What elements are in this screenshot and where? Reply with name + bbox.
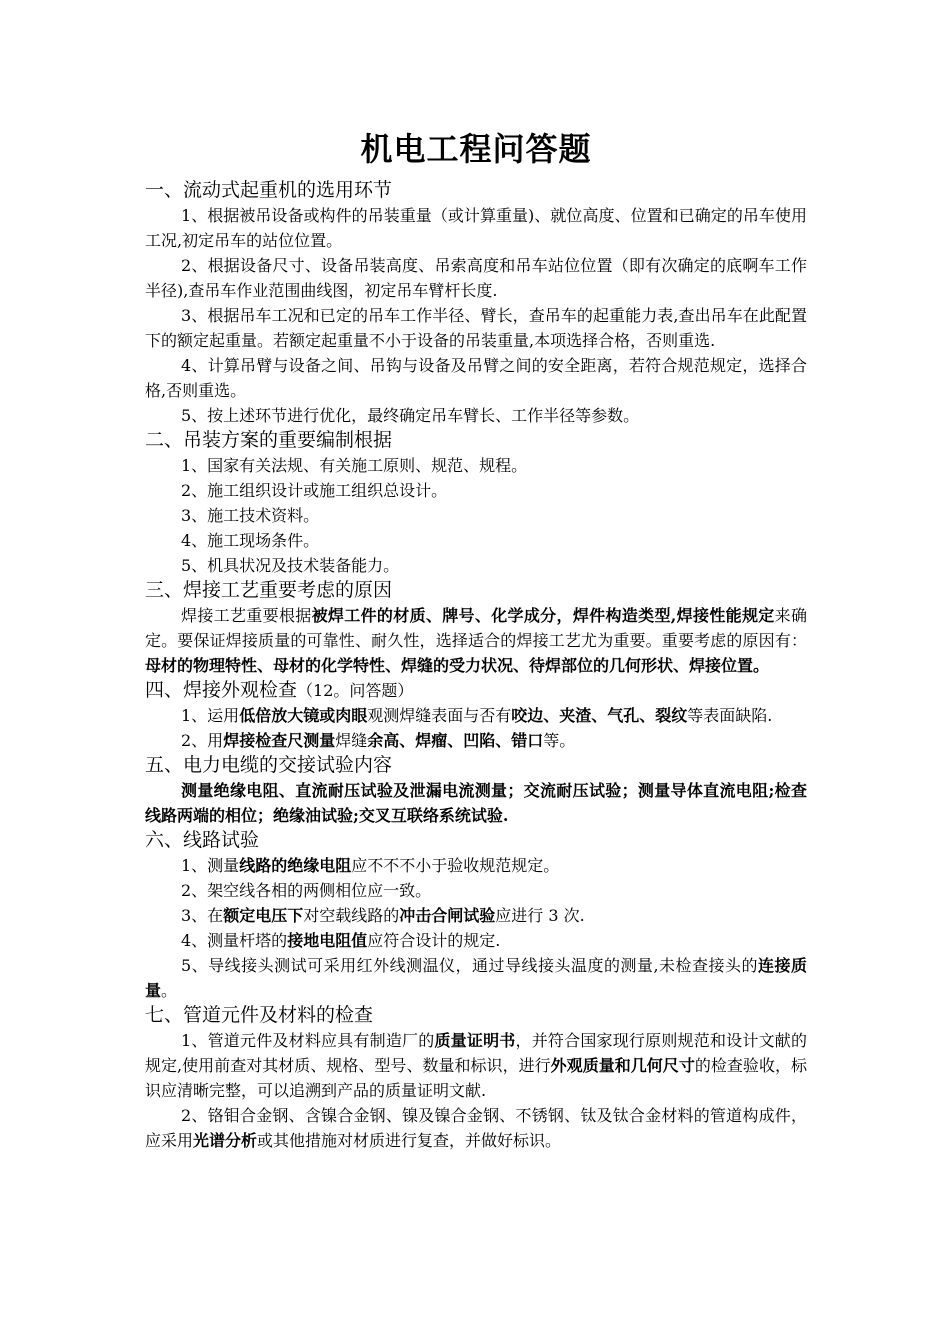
section-heading-4 — [145, 678, 807, 703]
text-run: 1、测量 — [181, 856, 240, 875]
heading-text: 四、焊接外观检查 — [145, 679, 298, 701]
bold-text: 咬边、夹渣、气孔、裂纹 — [511, 706, 688, 725]
paragraph — [145, 928, 807, 953]
section-heading-1: 一、流动式起重机的选用环节 — [145, 179, 393, 201]
bold-text: 接地电阻值 — [287, 931, 368, 950]
paragraph — [145, 853, 807, 878]
text-run: 1、管道元件及材料应具有制造厂的 — [181, 1031, 435, 1050]
text-run: 观测焊缝表面与否有 — [367, 706, 512, 725]
text-run: 应符合设计的规定. — [367, 931, 501, 950]
paragraph — [145, 603, 807, 678]
bold-text: 额定电压下 — [223, 906, 304, 925]
text-run: 1、运用 — [181, 706, 240, 725]
section-heading-5: 五、电力电缆的交接试验内容 — [145, 754, 393, 776]
heading-note: （12。问答题） — [297, 681, 414, 700]
text-run: 来确定。要保证焊接质量的可靠性、耐久性，选择适合的焊接工艺尤为重要。重要考虑的原因有： — [145, 606, 807, 650]
bold-text: 母材的物理特性、母材的化学特性、焊缝的受力状况、待焊部位的几何形状、焊接位置。 — [145, 656, 770, 675]
paragraph — [145, 1028, 807, 1103]
section-heading-6: 六、线路试验 — [145, 829, 260, 851]
text-run: 5、导线接头测试可采用红外线测温仪，通过导线接头温度的测量,未检查接头的 — [181, 956, 758, 975]
text-run: 对空载线路的 — [303, 906, 400, 925]
paragraph: 3、根据吊车工况和已定的吊车工作半径、臂长，查吊车的起重能力表,查出吊车在此配置下的额定起重量。若额定起重量不小于设备的吊装重量,本项选择合格，否则重选. — [145, 306, 807, 350]
bold-text: 低倍放大镜或肉眼 — [239, 706, 368, 725]
paragraph — [145, 728, 807, 753]
bold-text: 质量证明书 — [434, 1031, 516, 1050]
text-run: 2、铬钼合金钢、含镍合金钢、镍及镍合金钢、不锈钢、钛及钛合金材料的管道构成件，应采用 — [145, 1106, 807, 1150]
paragraph: 4、计算吊臂与设备之间、吊钩与设备及吊臂之间的安全距离，若符合规范规定，选择合格,否则重选。 — [145, 356, 807, 400]
list-item: 3、施工技术资料。 — [181, 506, 320, 525]
section-heading-7: 七、管道元件及材料的检查 — [145, 1004, 374, 1026]
list-item: 4、施工现场条件。 — [181, 531, 320, 550]
section-heading-2: 二、吊装方案的重要编制根据 — [145, 429, 393, 451]
bold-text: 余高、焊瘤、凹陷、错口 — [367, 731, 544, 750]
text-run: 。 — [161, 981, 178, 1000]
paragraph: 5、按上述环节进行优化，最终确定吊车臂长、工作半径等参数。 — [181, 406, 640, 425]
bold-text: 线路的绝缘电阻 — [239, 856, 352, 875]
paragraph — [145, 953, 807, 1003]
text-run: 4、测量杆塔的 — [181, 931, 288, 950]
bold-text: 冲击合闸试验 — [399, 906, 496, 925]
document-page — [145, 124, 807, 1153]
text-run: 等。 — [543, 731, 576, 750]
text-run: 应不不不小于验收规范规定。 — [351, 856, 560, 875]
paragraph: 1、根据被吊设备或构件的吊装重量（或计算重量)、就位高度、位置和已确定的吊车使用工况,初定吊车的站位位置。 — [145, 206, 807, 250]
text-run: 的检查验收，标识应清晰完整，可以追溯到产品的质量证明文献. — [145, 1056, 807, 1100]
section-heading-3: 三、焊接工艺重要考虑的原因 — [145, 579, 393, 601]
text-run: 2、用 — [181, 731, 224, 750]
bold-text: 测量绝缘电阻、直流耐压试验及泄漏电流测量；交流耐压试验；测量导体直流电阻;检查线路两端的相位；绝缘油试验;交叉互联络系统试验. — [145, 781, 807, 825]
list-item: 5、机具状况及技术装备能力。 — [181, 556, 400, 575]
text-run: 焊接工艺重要根据 — [181, 606, 312, 625]
bold-text: 光谱分析 — [193, 1131, 258, 1150]
paragraph — [145, 778, 807, 828]
paragraph — [145, 703, 807, 728]
text-run: ，并符合国家现行原则规范和设计文献的规定,使用前查对其材质、规格、型号、数量和标识，进行 — [145, 1031, 807, 1075]
paragraph: 2、架空线各相的两侧相位应一致。 — [181, 881, 432, 900]
page-title: 机电工程问答题 — [360, 130, 592, 168]
paragraph — [145, 903, 807, 928]
bold-text: 连接质量 — [145, 956, 807, 1000]
list-item: 1、国家有关法规、有关施工原则、规范、规程。 — [181, 456, 528, 475]
text-run: 或其他措施对材质进行复查，并做好标识。 — [257, 1131, 562, 1150]
paragraph: 2、根据设备尺寸、设备吊装高度、吊索高度和吊车站位位置（即有次确定的底啊车工作半径),查吊车作业范围曲线图，初定吊车臂杆长度. — [145, 256, 807, 300]
paragraph — [145, 1103, 807, 1153]
list-item: 2、施工组织设计或施工组织总设计。 — [181, 481, 448, 500]
text-run: 等表面缺陷. — [687, 706, 773, 725]
bold-text: 外观质量和几何尺寸 — [550, 1056, 695, 1075]
bold-text: 被焊工件的材质、牌号、化学成分，焊件构造类型,焊接性能规定 — [311, 606, 775, 625]
text-run: 应进行 3 次. — [495, 906, 585, 925]
text-run: 焊缝 — [335, 731, 368, 750]
text-run: 3、在 — [181, 906, 224, 925]
bold-text: 焊接检查尺测量 — [223, 731, 336, 750]
